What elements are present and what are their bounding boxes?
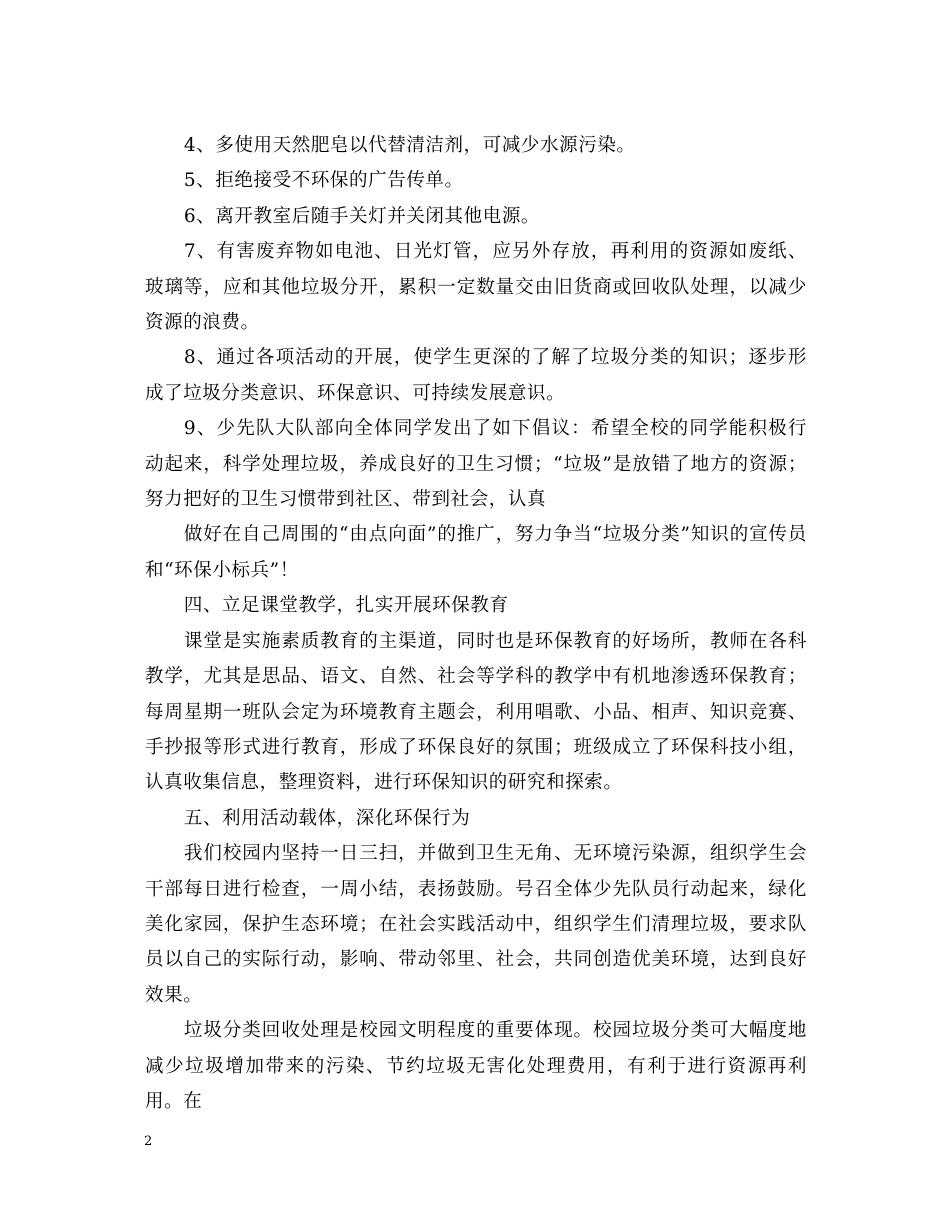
paragraph-item-5: 5、拒绝接受不环保的广告传单。 (183, 170, 464, 192)
paragraph-classroom: 课堂是实施素质教育的主渠道，同时也是环保教育的好场所，教师在各科教学，尤其是思品、语文、自然、社会等学科的教学中有机地渗透环保教育；每周星期一班队会定为环境教育主题会，利用唱歌、小品、相声、知识竞赛、手抄报等形式进行教育，形成了环保良好的氛围；班级成立了环保科技小组，认真收集信息，整理资料，进行环保知识的研究和探索。 (145, 630, 807, 794)
body-text (145, 128, 807, 1119)
paragraph-item-4: 4、多使用天然肥皂以代替清洁剂，可减少水源污染。 (183, 135, 636, 156)
paragraph-recycling: 垃圾分类回收处理是校园文明程度的重要体现。校园垃圾分类可大幅度地减少垃圾增加带来的污染、节约垃圾无害化处理费用，有利于进行资源再利用。在 (145, 1020, 807, 1112)
section-heading-4: 四、立足课堂教学，扎实开展环保教育 (183, 595, 509, 617)
page-number: 2 (144, 1134, 153, 1149)
paragraph-item-8: 8、通过各项活动的开展，使学生更深的了解了垃圾分类的知识；逐步形成了垃圾分类意识、环保意识、可持续发展意识。 (145, 347, 807, 404)
section-heading-5: 五、利用活动载体，深化环保行为 (183, 807, 471, 829)
paragraph-item-6: 6、离开教室后随手关灯并关闭其他电源。 (183, 205, 541, 227)
paragraph-item-7: 7、有害废弃物如电池、日光灯管，应另外存放，再利用的资源如废纸、玻璃等，应和其他垃圾分开，累积一定数量交由旧货商或回收队处理，以减少资源的浪费。 (145, 241, 807, 334)
paragraph-continuation: 做好在自己周围的“由点向面”的推广，努力争当“垃圾分类”知识的宣传员和“环保小标兵”！ (145, 524, 807, 581)
paragraph-campus: 我们校园内坚持一日三扫，并做到卫生无角、无环境污染源，组织学生会干部每日进行检查，一周小结，表扬鼓励。号召全体少先队员行动起来，绿化美化家园，保护生态环境；在社会实践活动中，组织学生们清理垃圾，要求队员以自己的实际行动，影响、带动邻里、社会，共同创造优美环境，达到良好效果。 (145, 843, 807, 1006)
paragraph-item-9: 9、少先队大队部向全体同学发出了如下倡议：希望全校的同学能积极行动起来，科学处理垃圾，养成良好的卫生习惯；“垃圾”是放错了地方的资源；努力把好的卫生习惯带到社区、带到社会，认真 (145, 418, 807, 511)
